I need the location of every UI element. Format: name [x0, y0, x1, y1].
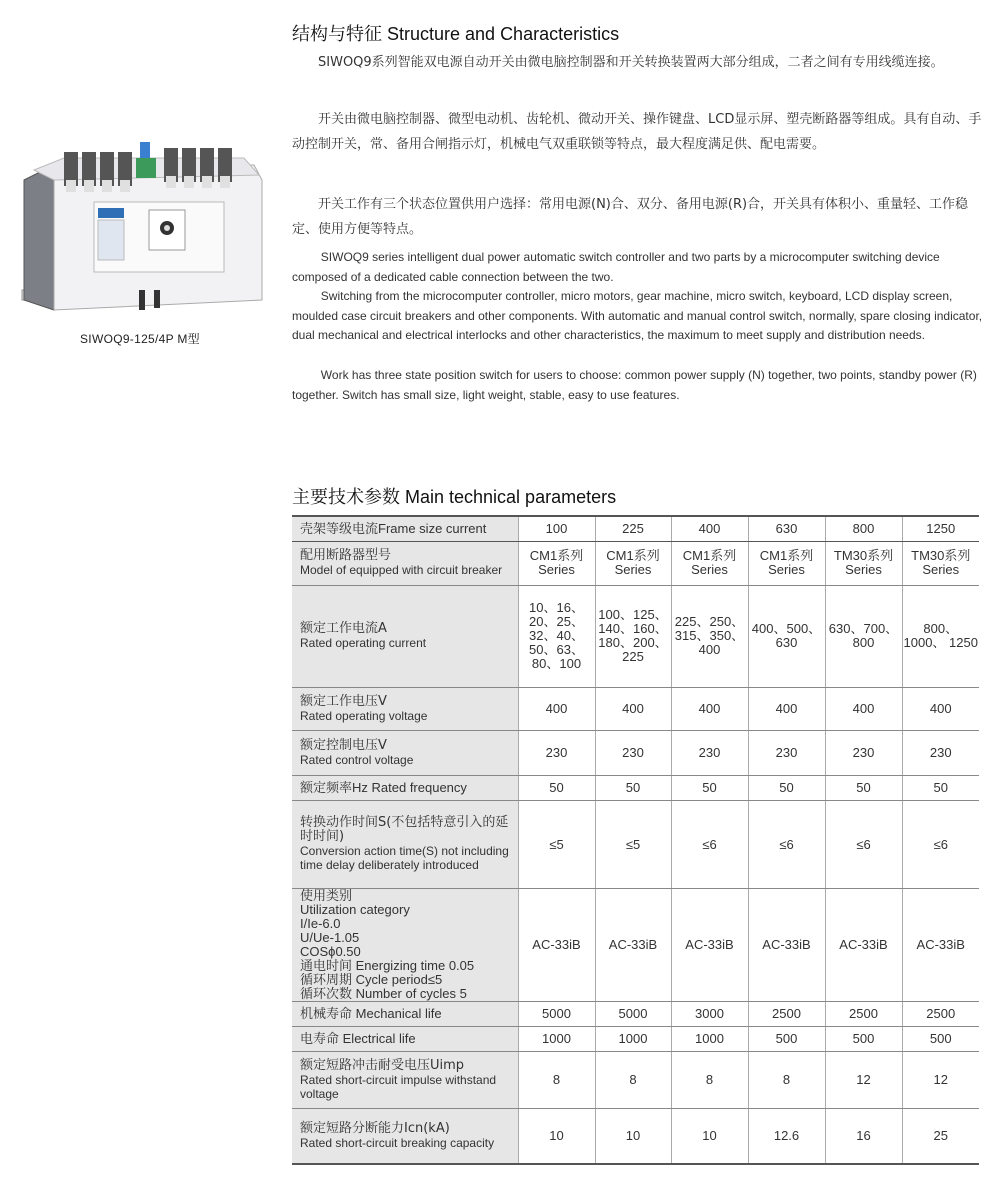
table-cell: ≤6	[671, 800, 748, 888]
table-cell: 50	[748, 775, 825, 800]
switch-side-panel	[24, 165, 54, 310]
table-row	[292, 800, 979, 888]
table-cell: 400	[748, 687, 825, 730]
row-label: 额定控制电压V Rated control voltage	[292, 730, 518, 775]
row-label: 额定工作电流A Rated operating current	[292, 585, 518, 687]
row-label: 额定频率Hz Rated frequency	[292, 775, 518, 800]
table-cell: AC-33iB	[671, 888, 748, 1001]
table-cell: 500	[748, 1026, 825, 1051]
table-row	[292, 775, 979, 800]
row-label: 电寿命 Electrical life	[292, 1026, 518, 1051]
structure-en-paragraph: Switching from the microcomputer controller, micro motors, gear machine, micro switch, keyboard, LCD display screen, moulded case circuit breakers and other components. With automatic and manual control switch, normally, spare closing indicator, dual mechanical and electrical interlocks and other characteristics, the maximum to meet supply and distribution needs.	[292, 289, 983, 342]
table-cell: 800	[825, 516, 902, 541]
control-terminal	[136, 158, 156, 178]
table-cell: 10	[595, 1108, 671, 1164]
table-row	[292, 730, 979, 775]
table-row	[292, 888, 979, 1001]
row-label: 额定短路分断能力Icn(kA) Rated short-circuit breaking capacity	[292, 1108, 518, 1164]
table-cell: 25	[902, 1108, 979, 1164]
row-label: 额定短路冲击耐受电压Uimp Rated short-circuit impulse withstand voltage	[292, 1051, 518, 1108]
table-row	[292, 541, 979, 585]
table-cell: ≤6	[825, 800, 902, 888]
table-cell: 100	[518, 516, 595, 541]
table-cell: 230	[671, 730, 748, 775]
structure-title: 结构与特征 Structure and Characteristics	[292, 24, 620, 44]
table-cell: 400、500、 630	[748, 585, 825, 687]
table-cell: 400	[671, 516, 748, 541]
table-cell: 2500	[902, 1001, 979, 1026]
structure-en-paragraph: SIWOQ9 series intelligent dual power automatic switch controller and two parts by a microcomputer switching device composed of a dedicated cable connection between the two.	[292, 250, 940, 284]
table-cell: ≤6	[902, 800, 979, 888]
table-cell: 10	[518, 1108, 595, 1164]
table-row	[292, 1108, 979, 1164]
table-cell: AC-33iB	[595, 888, 671, 1001]
table-cell: 50	[671, 775, 748, 800]
table-cell: ≤5	[518, 800, 595, 888]
table-cell: 8	[518, 1051, 595, 1108]
table-cell: AC-33iB	[825, 888, 902, 1001]
table-cell: 400	[902, 687, 979, 730]
table-cell: 16	[825, 1108, 902, 1164]
row-label: 额定工作电压V Rated operating voltage	[292, 687, 518, 730]
table-cell: CM1系列 Series	[671, 541, 748, 585]
table-cell: 8	[595, 1051, 671, 1108]
table-cell: 2500	[748, 1001, 825, 1026]
table-cell: 3000	[671, 1001, 748, 1026]
structure-cn-paragraph: SIWOQ9系列智能双电源自动开关由微电脑控制器和开关转换装置两大部分组成，二者之间有专用线缆连接。	[318, 55, 944, 70]
table-cell: 10	[671, 1108, 748, 1164]
table-cell: 230	[748, 730, 825, 775]
table-cell: 5000	[595, 1001, 671, 1026]
table-cell: 1250	[902, 516, 979, 541]
table-cell: 50	[518, 775, 595, 800]
structure-cn-paragraph: 开关由微电脑控制器、微型电动机、齿轮机、微动开关、操作键盘、LCD显示屏、塑壳断路器等组成。具有自动、手动控制开关，常、备用合闸指示灯，机械电气双重联锁等特点，最大程度满足供、配电需要。	[292, 112, 982, 152]
table-cell: 2500	[825, 1001, 902, 1026]
table-cell: ≤6	[748, 800, 825, 888]
table-cell: CM1系列 Series	[518, 541, 595, 585]
table-cell: 230	[902, 730, 979, 775]
table-cell: 8	[671, 1051, 748, 1108]
product-image	[14, 140, 264, 320]
table-cell: 50	[595, 775, 671, 800]
row-label: 配用断路器型号 Model of equipped with circuit breaker	[292, 541, 518, 585]
table-cell: CM1系列 Series	[595, 541, 671, 585]
row-label: 壳架等级电流Frame size current	[292, 516, 518, 541]
table-cell: 500	[902, 1026, 979, 1051]
table-cell: 400	[671, 687, 748, 730]
table-cell: 100、125、 140、160、 180、200、 225	[595, 585, 671, 687]
table-cell: 400	[825, 687, 902, 730]
row-label: 使用类别 Utilization category I/Ie-6.0 U/Ue-1.05 COSϕ0.50 通电时间 Energizing time 0.05 循环周期 Cycle period≤5 循环次数 Number of cycles 5	[292, 888, 518, 1001]
table-cell: 500	[825, 1026, 902, 1051]
table-cell: 225、250、 315、350、 400	[671, 585, 748, 687]
params-title: 主要技术参数 Main technical parameters	[292, 487, 617, 507]
table-cell: 50	[902, 775, 979, 800]
table-cell: AC-33iB	[518, 888, 595, 1001]
table-row	[292, 1001, 979, 1026]
table-cell: TM30系列 Series	[902, 541, 979, 585]
product-caption: SIWOQ9-125/4P M型	[80, 332, 200, 346]
table-cell: 1000	[595, 1026, 671, 1051]
table-cell: 800、1000、 1250	[902, 585, 979, 687]
row-label: 机械寿命 Mechanical life	[292, 1001, 518, 1026]
table-cell: 12	[825, 1051, 902, 1108]
table-cell: 5000	[518, 1001, 595, 1026]
table-row	[292, 1051, 979, 1108]
nameplate	[98, 208, 124, 218]
table-cell: TM30系列 Series	[825, 541, 902, 585]
structure-cn-paragraph: 开关工作有三个状态位置供用户选择：常用电源(N)合、双分、备用电源(R)合，开关具有体积小、重量轻、工作稳定、使用方便等特点。	[292, 197, 969, 237]
table-cell: 630、700、 800	[825, 585, 902, 687]
table-cell: 400	[595, 687, 671, 730]
table-cell: 12	[902, 1051, 979, 1108]
table-cell: 630	[748, 516, 825, 541]
table-cell: CM1系列 Series	[748, 541, 825, 585]
table-cell: 400	[518, 687, 595, 730]
table-cell: 230	[595, 730, 671, 775]
row-label: 转换动作时间S(不包括特意引入的延时时间) Conversion action time(S) not including time delay deliberately introduced	[292, 800, 518, 888]
table-row	[292, 516, 979, 541]
table-row	[292, 687, 979, 730]
parameters-table	[292, 515, 979, 1165]
table-cell: 1000	[518, 1026, 595, 1051]
table-row	[292, 585, 979, 687]
table-cell: 230	[518, 730, 595, 775]
table-cell: 230	[825, 730, 902, 775]
table-cell: ≤5	[595, 800, 671, 888]
control-connector	[140, 142, 150, 158]
table-cell: 10、16、 20、25、 32、40、 50、63、 80、100	[518, 585, 595, 687]
table-cell: 8	[748, 1051, 825, 1108]
table-cell: 225	[595, 516, 671, 541]
table-cell: 12.6	[748, 1108, 825, 1164]
table-row	[292, 1026, 979, 1051]
table-cell: AC-33iB	[902, 888, 979, 1001]
table-cell: AC-33iB	[748, 888, 825, 1001]
table-cell: 1000	[671, 1026, 748, 1051]
structure-en-paragraph: Work has three state position switch for users to choose: common power supply (N) together, two points, standby power (R) together. Switch has small size, light weight, stable, easy to use features.	[292, 368, 977, 402]
table-cell: 50	[825, 775, 902, 800]
